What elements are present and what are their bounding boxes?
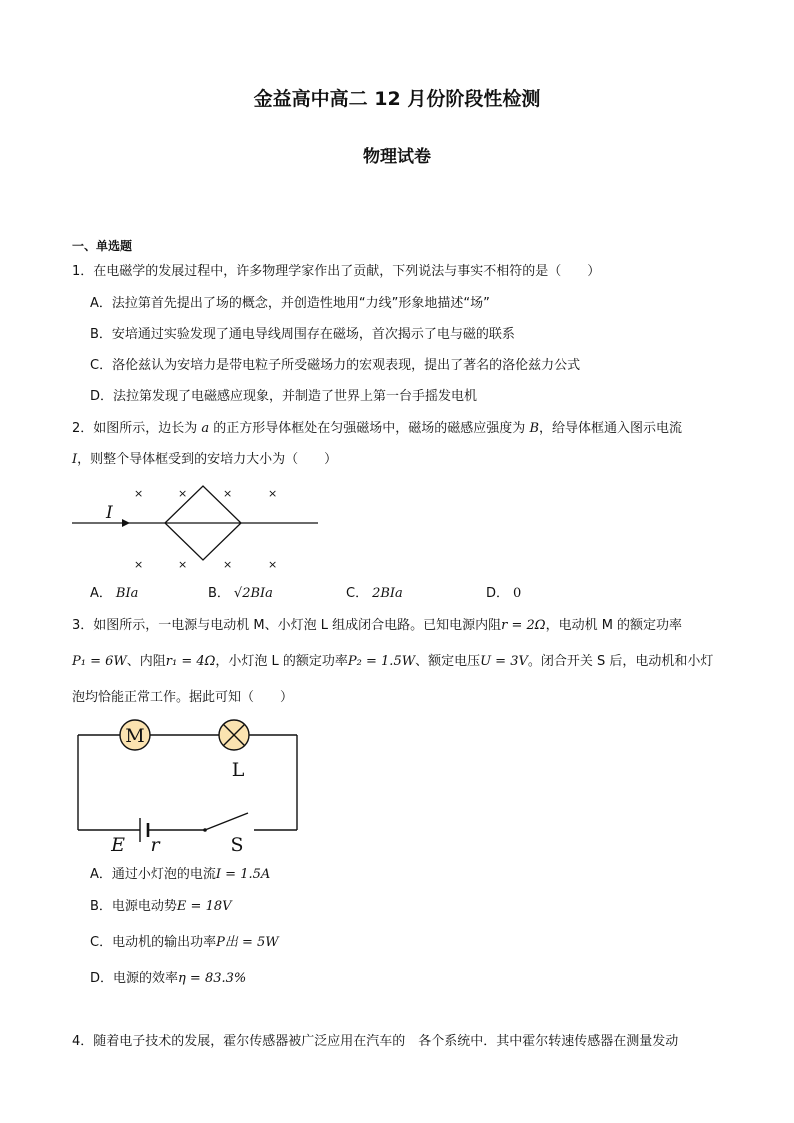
q3-option-a: A．通过小灯泡的电流I = 1.5A <box>90 867 271 882</box>
q3-stem-line3: 泡均恰能正常工作。据此可知（ ） <box>72 690 294 705</box>
q3-stem-line2: P₁ = 6W、内阻r₁ = 4Ω，小灯泡 L 的额定功率P₂ = 1.5W、额定电压U = 3V。闭合开关 S 后，电动机和小灯 <box>72 654 714 669</box>
q2-option-a: A． BIa <box>90 586 139 601</box>
switch-blade <box>205 813 248 830</box>
q4-stem-line1: 4．随着电子技术的发展，霍尔传感器被广泛应用在汽车的 各个系统中．其中霍尔转速传感器在测量发动 <box>72 1034 679 1049</box>
var-b: B <box>529 421 539 436</box>
q2-stem-line2: I，则整个导体框受到的安培力大小为（ ） <box>72 452 338 467</box>
q2-option-c: C． 2BIa <box>346 586 403 601</box>
q2-stem-line1: 2．如图所示，边长为 a 的正方形导体框处在匀强磁场中，磁场的磁感应强度为 B，给导体框通入图示电流 <box>72 421 683 436</box>
var-a: a <box>201 421 210 436</box>
field-mark: × <box>134 487 144 500</box>
switch-label: S <box>230 834 244 856</box>
field-mark: × <box>178 487 188 500</box>
exam-subtitle: 物理试卷 <box>363 147 431 167</box>
q2-option-b: B． √2BIa <box>208 586 273 601</box>
q1-option-d: D．法拉第发现了电磁感应现象，并制造了世界上第一台手摇发电机 <box>90 389 478 404</box>
field-mark: × <box>268 558 278 571</box>
lamp-label: L <box>231 759 245 781</box>
section-heading: 一、单选题 <box>72 239 133 253</box>
field-mark: × <box>134 558 144 571</box>
exam-title: 金益高中高二 12 月份阶段性检测 <box>253 88 541 110</box>
field-mark: × <box>223 558 233 571</box>
q1-option-c: C．洛伦兹认为安培力是带电粒子所受磁场力的宏观表现，提出了著名的洛伦兹力公式 <box>90 358 581 373</box>
q3-option-c: C．电动机的输出功率P出 = 5W <box>90 935 279 950</box>
current-label: I <box>106 503 113 523</box>
var-i: I <box>72 452 78 467</box>
q3-stem-line1: 3．如图所示，一电源与电动机 M、小灯泡 L 组成闭合电路。已知电源内阻r = 2Ω，电动机 M 的额定功率 <box>72 618 683 633</box>
q3-internal-resistance: r = 2Ω <box>501 618 546 633</box>
q3-option-b: B．电源电动势E = 18V <box>90 899 232 914</box>
internal-r-label: r <box>150 834 160 856</box>
q2-option-d: D． 0 <box>486 586 522 601</box>
emf-label: E <box>111 834 125 856</box>
motor-label: M <box>125 725 145 747</box>
field-mark: × <box>223 487 233 500</box>
q1-option-b: B．安培通过实验发现了通电导线周围存在磁场，首次揭示了电与磁的联系 <box>90 327 515 342</box>
field-mark: × <box>268 487 278 500</box>
field-mark: × <box>178 558 188 571</box>
q1-stem: 1．在电磁学的发展过程中，许多物理学家作出了贡献，下列说法与事实不相符的是（ ） <box>72 264 601 279</box>
q3-option-d: D．电源的效率η = 83.3% <box>90 971 247 986</box>
q1-option-a: A．法拉第首先提出了场的概念，并创造性地用“力线”形象地描述“场” <box>90 296 490 311</box>
